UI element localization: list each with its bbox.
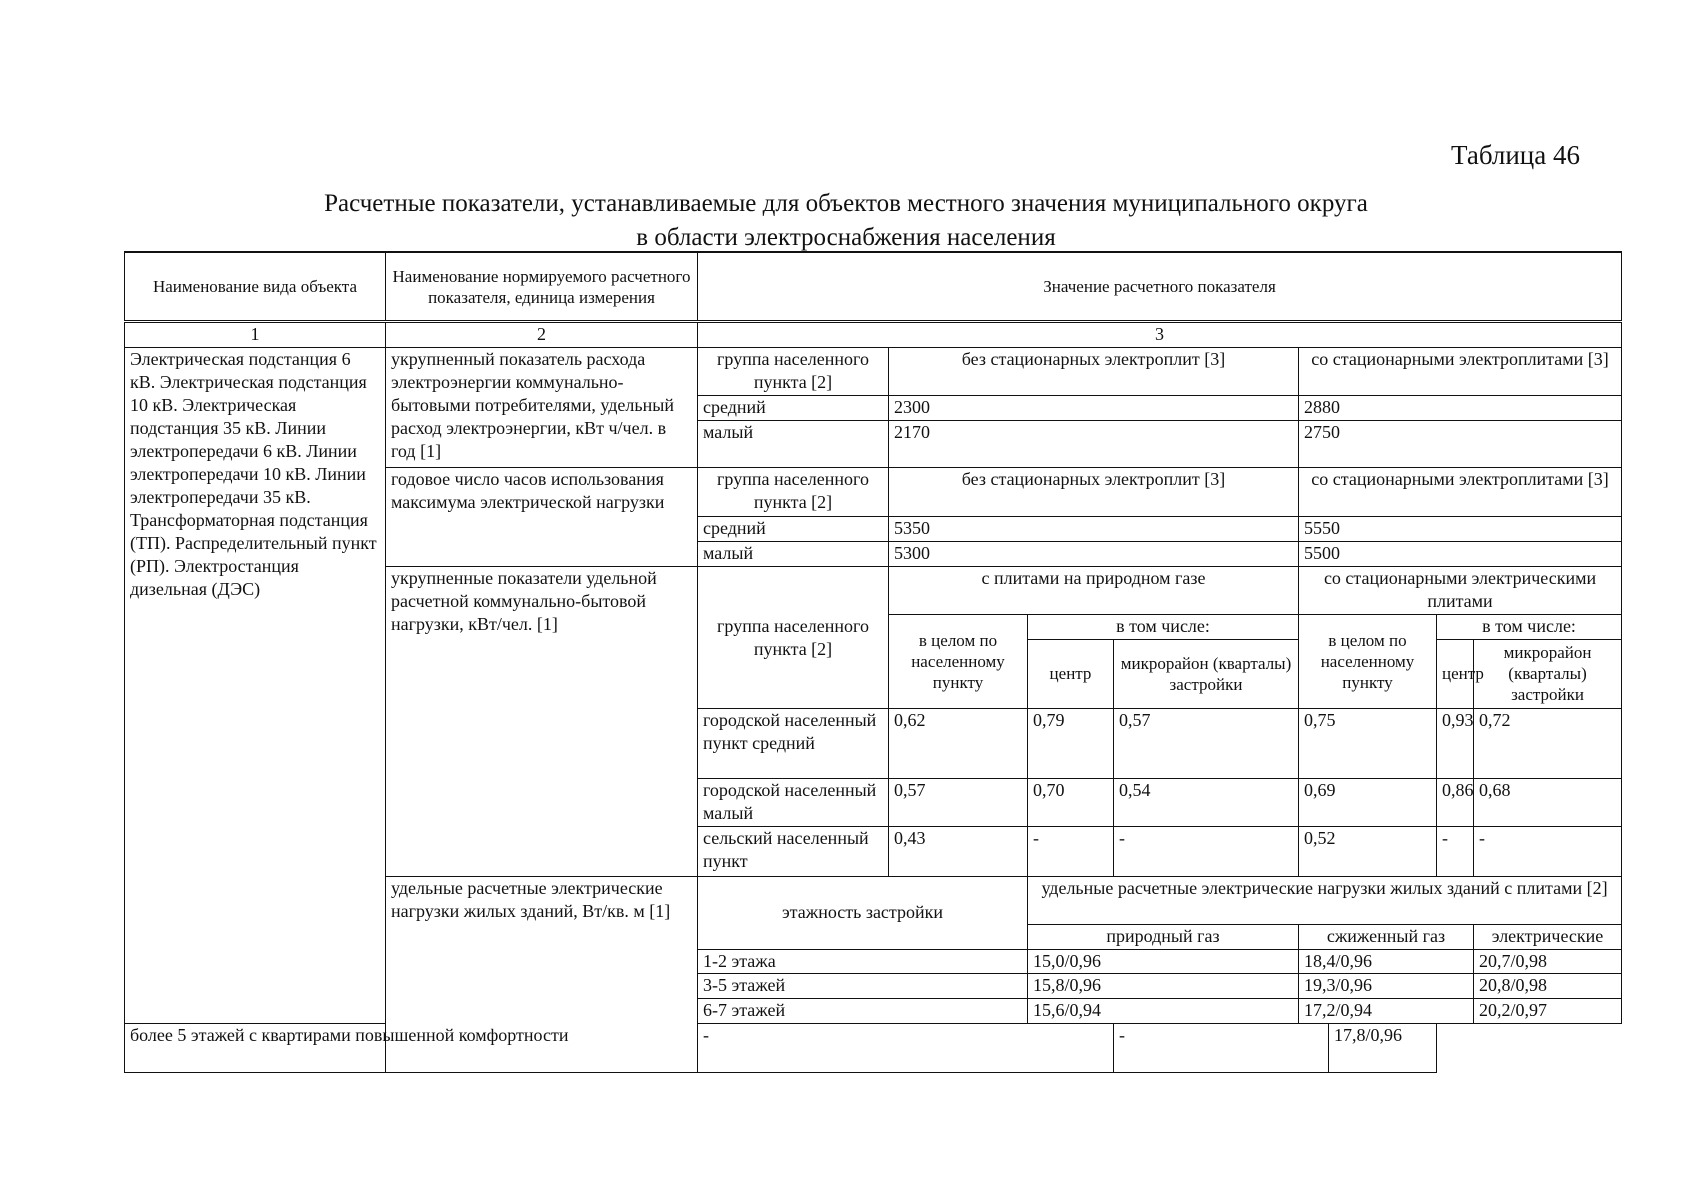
block3-gas-micro: микрорайон (кварталы) застройки xyxy=(1114,639,1299,709)
standards-table-container xyxy=(124,251,1621,1073)
block3-gas-head: с плитами на природном газе xyxy=(889,566,1299,614)
block1-group-head: группа населенного пункта [2] xyxy=(698,348,889,396)
table-title-line-1: Расчетные показатели, устанавливаемые для объектов местного значения муниципального округа xyxy=(324,190,1368,217)
block4-floors: 1-2 этажа xyxy=(698,949,1028,974)
block3-gas-total: 0,62 xyxy=(889,709,1028,779)
block3-electric-center-value: 0,86 xyxy=(1437,779,1474,827)
block4-electric-value: 20,7/0,98 xyxy=(1474,949,1622,974)
table-title-line-2: в области электроснабжения населения xyxy=(636,224,1056,251)
block4-natural-value: 15,6/0,94 xyxy=(1028,998,1299,1023)
block3-gas-center-value: 0,79 xyxy=(1028,709,1114,779)
block3-gas-center-value: 0,70 xyxy=(1028,779,1114,827)
block3-electric-micro-value: 0,68 xyxy=(1474,779,1622,827)
block4-liquefied-value: 19,3/0,96 xyxy=(1299,974,1474,999)
block1-group: средний xyxy=(698,396,889,421)
block4-natural-value: 15,0/0,96 xyxy=(1028,949,1299,974)
block4-liquefied-value: 17,2/0,94 xyxy=(1299,998,1474,1023)
block3-gas-total: 0,57 xyxy=(889,779,1028,827)
block4-floors-head: этажность застройки xyxy=(698,876,1028,949)
block2-group: малый xyxy=(698,542,889,567)
block2-with-head: со стационарными электроплитами [3] xyxy=(1299,468,1622,517)
block3-electric-micro-value: 0,72 xyxy=(1474,709,1622,779)
table-header-row xyxy=(125,252,1622,322)
block4-electric-value: 20,8/0,98 xyxy=(1474,974,1622,999)
block3-gas-micro-value: 0,57 xyxy=(1114,709,1299,779)
block2-without-value: 5350 xyxy=(889,517,1299,542)
block1-with-head: со стационарными электроплитами [3] xyxy=(1299,348,1622,396)
column-number-2: 2 xyxy=(386,322,698,348)
block4-floors: 3-5 этажей xyxy=(698,974,1028,999)
block3-electric-total: 0,52 xyxy=(1299,827,1437,876)
block3-group: городской населенный малый xyxy=(698,779,889,827)
block3-gas-incl: в том числе: xyxy=(1028,614,1299,639)
block4-electric-value: 17,8/0,96 xyxy=(1329,1023,1437,1072)
object-types-cell: Электрическая подстанция 6 кВ. Электрическая подстанция 10 кВ. Электрическая подстанция 35 кВ. Линии электропередачи 6 кВ. Линии электропередачи 10 кВ. Линии электропередачи 35 кВ. Трансформаторная подстанция (ТП). Распределительный пункт (РП). Электростанция дизельная (ДЭС) xyxy=(125,348,386,1024)
block2-indicator: годовое число часов использования максимума электрической нагрузки xyxy=(386,468,698,567)
block4-liquefied-value: - xyxy=(1114,1023,1329,1072)
block2-without-value: 5300 xyxy=(889,542,1299,567)
block4-liquefied-gas-head: сжиженный газ xyxy=(1299,925,1474,950)
block3-gas-center: центр xyxy=(1028,639,1114,709)
block1-with-value: 2750 xyxy=(1299,420,1622,467)
block3-gas-whole: в целом по населенному пункту xyxy=(889,614,1028,708)
header-indicator: Наименование нормируемого расчетного показателя, единица измерения xyxy=(386,252,698,322)
block4-electric-head: электрические xyxy=(1474,925,1622,950)
block3-electric-center-value: - xyxy=(1437,827,1474,876)
standards-table xyxy=(124,251,1622,1073)
column-number-3: 3 xyxy=(698,322,1622,348)
block2-with-value: 5550 xyxy=(1299,517,1622,542)
block4-indicator: удельные расчетные электрические нагрузки жилых зданий, Вт/кв. м [1] xyxy=(386,876,698,1072)
block4-row xyxy=(125,1023,1622,1072)
block2-group: средний xyxy=(698,517,889,542)
block1-without-head: без стационарных электроплит [3] xyxy=(889,348,1299,396)
block3-gas-total: 0,43 xyxy=(889,827,1028,876)
block3-gas-micro-value: 0,54 xyxy=(1114,779,1299,827)
block3-electric-micro: микрорайон (кварталы) застройки xyxy=(1474,639,1622,709)
block1-without-value: 2170 xyxy=(889,420,1299,467)
column-number-1: 1 xyxy=(125,322,386,348)
block3-electric-whole: в целом по населенному пункту xyxy=(1299,614,1437,708)
block3-electric-incl: в том числе: xyxy=(1437,614,1622,639)
block4-floors: более 5 этажей с квартирами повышенной комфортности xyxy=(125,1023,698,1072)
block3-electric-head: со стационарными электрическими плитами xyxy=(1299,566,1622,614)
block4-loads-head: удельные расчетные электрические нагрузки жилых зданий с плитами [2] xyxy=(1028,876,1622,924)
block4-floors: 6-7 этажей xyxy=(698,998,1028,1023)
block3-electric-total: 0,69 xyxy=(1299,779,1437,827)
header-value: Значение расчетного показателя xyxy=(698,252,1622,322)
block3-electric-center-value: 0,93 xyxy=(1437,709,1474,779)
block3-group: городской населенный пункт средний xyxy=(698,709,889,779)
block3-group-head: группа населенного пункта [2] xyxy=(698,566,889,709)
block2-with-value: 5500 xyxy=(1299,542,1622,567)
block4-natural-value: 15,8/0,96 xyxy=(1028,974,1299,999)
block4-natural-gas-head: природный газ xyxy=(1028,925,1299,950)
block4-liquefied-value: 18,4/0,96 xyxy=(1299,949,1474,974)
header-object-type: Наименование вида объекта xyxy=(125,252,386,322)
block4-natural-value: - xyxy=(698,1023,1114,1072)
table-number: Таблица 46 xyxy=(1451,140,1580,170)
block2-group-head: группа населенного пункта [2] xyxy=(698,468,889,517)
block1-with-value: 2880 xyxy=(1299,396,1622,421)
block3-electric-micro-value: - xyxy=(1474,827,1622,876)
block3-electric-total: 0,75 xyxy=(1299,709,1437,779)
block2-without-head: без стационарных электроплит [3] xyxy=(889,468,1299,517)
block3-gas-center-value: - xyxy=(1028,827,1114,876)
block3-electric-center: центр xyxy=(1437,639,1474,709)
block1-indicator: укрупненный показатель расхода электроэнергии коммунально-бытовыми потребителями, удельный расход электроэнергии, кВт ч/чел. в год [1] xyxy=(386,348,698,468)
block3-indicator: укрупненные показатели удельной расчетной коммунально-бытовой нагрузки, кВт/чел. [1] xyxy=(386,566,698,876)
block1-without-value: 2300 xyxy=(889,396,1299,421)
block3-gas-micro-value: - xyxy=(1114,827,1299,876)
block1-head-row xyxy=(125,348,1622,396)
block1-group: малый xyxy=(698,420,889,467)
column-number-row xyxy=(125,322,1622,348)
block3-group: сельский населенный пункт xyxy=(698,827,889,876)
block4-electric-value: 20,2/0,97 xyxy=(1474,998,1622,1023)
